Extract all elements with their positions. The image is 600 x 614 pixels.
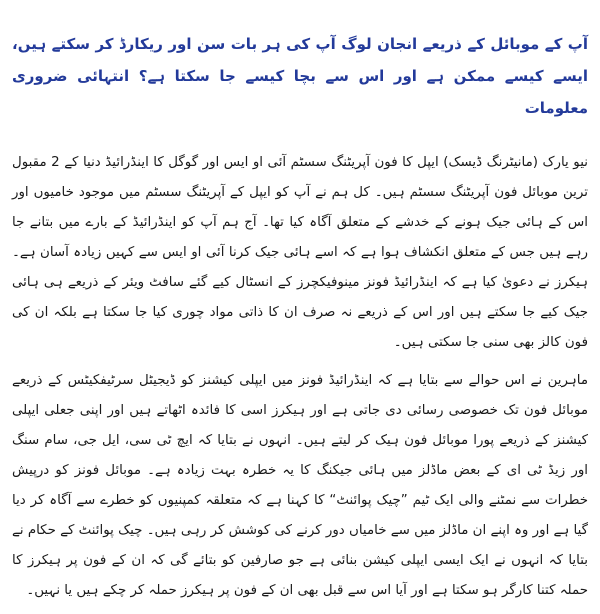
article-paragraph: ماہرین نے اس حوالے سے بتایا ہے کہ اینڈرائیڈ فونز میں ایپلی کیشنز کو ڈیجیٹل سرٹیفکیٹس کے ذریعے موبائل فون تک خصوصی رسائی دی جاتی ہے اور ہیکرز اسی کا فائدہ اٹھاتے ہیں اور اپنی جعلی ایپلی کیشنز کے ذریعے پورا موبائل فون ہیک کر لیتے ہیں۔ انہوں نے بتایا کہ ایچ ٹی سی، ایل جی، سام سنگ اور زیڈ ٹی ای کے بعض ماڈلز میں ہائی جیکنگ کا یہ خطرہ بہت زیادہ ہے۔ موبائل فونز کو درپیش خطرات سے نمٹنے والی ایک ٹیم ”چیک پوائنٹ“ کا کہنا ہے کہ متعلقہ کمپنیوں کو خطرے سے آگاہ کر دیا گیا ہے اور وہ اپنے ان ماڈلز میں سے خامیاں دور کرنے کی کوشش کر رہی ہیں۔ چیک پوائنٹ کے حکام نے بتایا کہ انہوں نے ایک ایسی ایپلی کیشن بنائی ہے جو صارفین کو بتائے گی کہ ان کے فون پر ہیکرز کا حملہ کتنا کارگر ہو سکتا ہے اور آیا اس سے قبل بھی ان کے فون پر ہیکرز حملہ کر چکے ہیں یا نہیں۔ xyxy=(11,373,588,598)
article-headline: آپ کے موبائل کے ذریعے انجان لوگ آپ کی ہر بات سن اور ریکارڈ کر سکتے ہیں، ایسے کیسے ممکن ہے اور اس سے بچا کیسے جا سکتا ہے؟ انتہائی ضروری معلومات xyxy=(12,35,588,117)
news-article xyxy=(12,28,588,614)
article-paragraph: نیو یارک (مانیٹرنگ ڈیسک) ایپل کا فون آپریٹنگ سسٹم آئی او ایس اور گوگل کا اینڈرائیڈ دنیا کے 2 مقبول ترین موبائل فون آپریٹنگ سسٹم ہیں۔ کل ہم نے آپ کو ایپل کے آپریٹنگ سسٹم میں موجود خامیوں اور اس کے ہائی جیک ہونے کے خدشے کے متعلق آگاہ کیا تھا۔ آج ہم آپ کو اینڈرائیڈ کے بارے میں بتانے جا رہے ہیں جس کے متعلق انکشاف ہوا ہے کہ اسے ہائی جیک کرنا آئی او ایس سے کہیں زیادہ آسان ہے۔ ہیکرز نے دعویٰ کیا ہے کہ اینڈرائیڈ فونز مینوفیکچرز کے انسٹال کیے گئے سافٹ ویئر کے ذریعے ہی ہائی جیک کیے جا سکتے ہیں اور اس کے ذریعے نہ صرف ان کا ذاتی مواد چوری کیا جا سکتا ہے بلکہ ان کی فون کالز بھی سنی جا سکتی ہیں۔ xyxy=(12,155,588,350)
